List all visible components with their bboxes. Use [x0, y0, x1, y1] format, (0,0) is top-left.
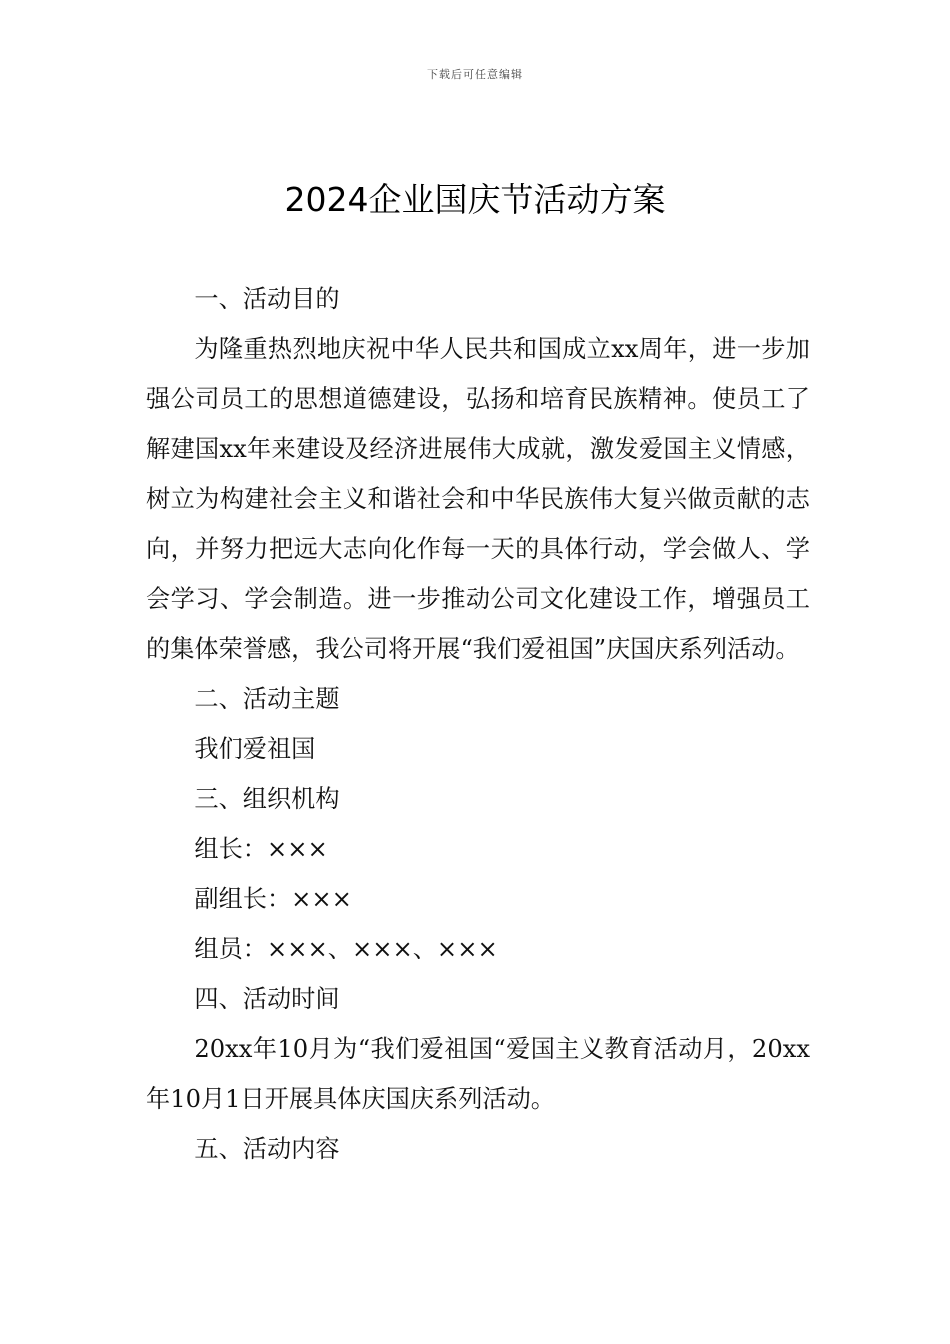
section-heading-time: 四、活动时间	[194, 985, 340, 1013]
section-heading-organization: 三、组织机构	[194, 785, 340, 813]
section-heading-theme: 二、活动主题	[194, 685, 340, 713]
section-heading-content: 五、活动内容	[194, 1135, 340, 1163]
paragraph-members: 组员：×××、×××、×××	[194, 935, 498, 963]
document-title: 2024企业国庆节活动方案	[284, 180, 666, 219]
section-heading-purpose: 一、活动目的	[194, 285, 340, 313]
page-header-note: 下载后可任意编辑	[427, 68, 523, 81]
document-body	[146, 274, 810, 1174]
paragraph-leader: 组长：×××	[194, 835, 328, 863]
paragraph-deputy-leader: 副组长：×××	[194, 885, 352, 913]
paragraph-time: 20xx年10月为“我们爱祖国“爱国主义教育活动月，20xx年10月1日开展具体庆国庆系列活动。	[146, 1035, 810, 1113]
paragraph-purpose: 为隆重热烈地庆祝中华人民共和国成立xx周年，进一步加强公司员工的思想道德建设，弘扬和培育民族精神。使员工了解建国xx年来建设及经济进展伟大成就，激发爱国主义情感，树立为构建社会主义和谐社会和中华民族伟大复兴做贡献的志向，并努力把远大志向化作每一天的具体行动，学会做人、学会学习、学会制造。进一步推动公司文化建设工作，增强员工的集体荣誉感，我公司将开展“我们爱祖国”庆国庆系列活动。	[146, 335, 810, 663]
paragraph-theme: 我们爱祖国	[194, 735, 316, 763]
